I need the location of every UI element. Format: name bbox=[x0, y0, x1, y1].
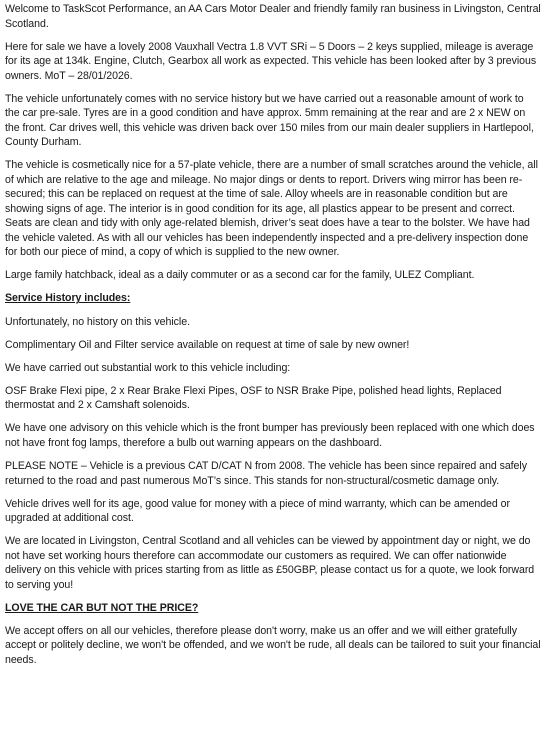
offers-heading: LOVE THE CAR BUT NOT THE PRICE? bbox=[5, 601, 199, 614]
usage-paragraph: Large family hatchback, ideal as a daily commuter or as a second car for the family, ULEZ Compliant. bbox=[5, 269, 475, 282]
no-history-paragraph: Unfortunately, no history on this vehicle. bbox=[5, 315, 190, 328]
location-delivery-paragraph: We are located in Livingston, Central Scotland and all vehicles can be viewed by appointment day or night, we do not have set working hours therefore can accommodate our customers as required. We can offer nationwide delivery on this vehicle with prices starting from as little as £50GBP, please contact us for a quote, we look forward to serving you! bbox=[5, 535, 535, 591]
cosmetic-condition-paragraph: The vehicle is cosmetically nice for a 57-plate vehicle, there are a number of small scratches around the vehicle, all of which are relative to the age and mileage. No major dings or dents to report. Drivers wing mirror has been re-secured; this can be replaced on request at the time of sale. Alloy wheels are in reasonable condition but are showing signs of age. The interior is in good condition for its age, all plastics appear to be present and correct. Seats are clean and tidy with only age-related blemish, driver’s seat does have a tear to the bolster. We have had the vehicle valeted. As with all our vehicles has been independently inspected and a pre-delivery inspection done for both our piece of mind, a copy of which is supplied to the new owner. bbox=[5, 159, 538, 259]
service-history-heading: Service History includes: bbox=[5, 292, 131, 305]
pre-sale-work-paragraph: The vehicle unfortunately comes with no service history but we have carried out a reasonable amount of work to the car pre-sale. Tyres are in a good condition and have approx. 5mm remaining at the rear and are 2 x NEW on the front. Car drives well, this vehicle was driven back over 150 miles from our main dealer suppliers in Hartlepool, County Durham. bbox=[5, 92, 534, 149]
complimentary-service-paragraph: Complimentary Oil and Filter service available on request at time of sale by new owner! bbox=[5, 338, 410, 351]
work-intro-paragraph: We have carried out substantial work to this vehicle including: bbox=[5, 361, 291, 374]
offers-paragraph: We accept offers on all our vehicles, therefore please don't worry, make us an offer and we will either gratefully accept or politely decline, we won't be offended, and we won't be rude, all deals can be tailored to suit your financial needs. bbox=[5, 624, 541, 666]
work-list-paragraph: OSF Brake Flexi pipe, 2 x Rear Brake Flexi Pipes, OSF to NSR Brake Pipe, polished head lights, Replaced thermostat and 2 x Camshaft solenoids. bbox=[5, 384, 502, 412]
vehicle-overview-paragraph: Here for sale we have a lovely 2008 Vauxhall Vectra 1.8 VVT SRi – 5 Doors – 2 keys supplied, mileage is average for its age at 134k. Engine, Clutch, Gearbox all work as expected. This vehicle has been looked after by 3 previous owners. MoT – 28/01/2026. bbox=[5, 40, 537, 82]
cat-note-paragraph: PLEASE NOTE – Vehicle is a previous CAT D/CAT N from 2008. The vehicle has been since repaired and safely returned to the road and past numerous MoT’s since. This stands for non-structural/cosmetic damage only. bbox=[5, 460, 527, 487]
welcome-paragraph: Welcome to TaskScot Performance, an AA Cars Motor Dealer and friendly family ran business in Livingston, Central Scotland. bbox=[5, 3, 541, 30]
warranty-paragraph: Vehicle drives well for its age, good value for money with a piece of mind warranty, which can be amended or upgraded at additional cost. bbox=[5, 497, 510, 525]
advisory-paragraph: We have one advisory on this vehicle which is the front bumper has previously been replaced with one which does not have front fog lamps, therefore a bulb out warning appears on the dashboard. bbox=[5, 422, 535, 449]
